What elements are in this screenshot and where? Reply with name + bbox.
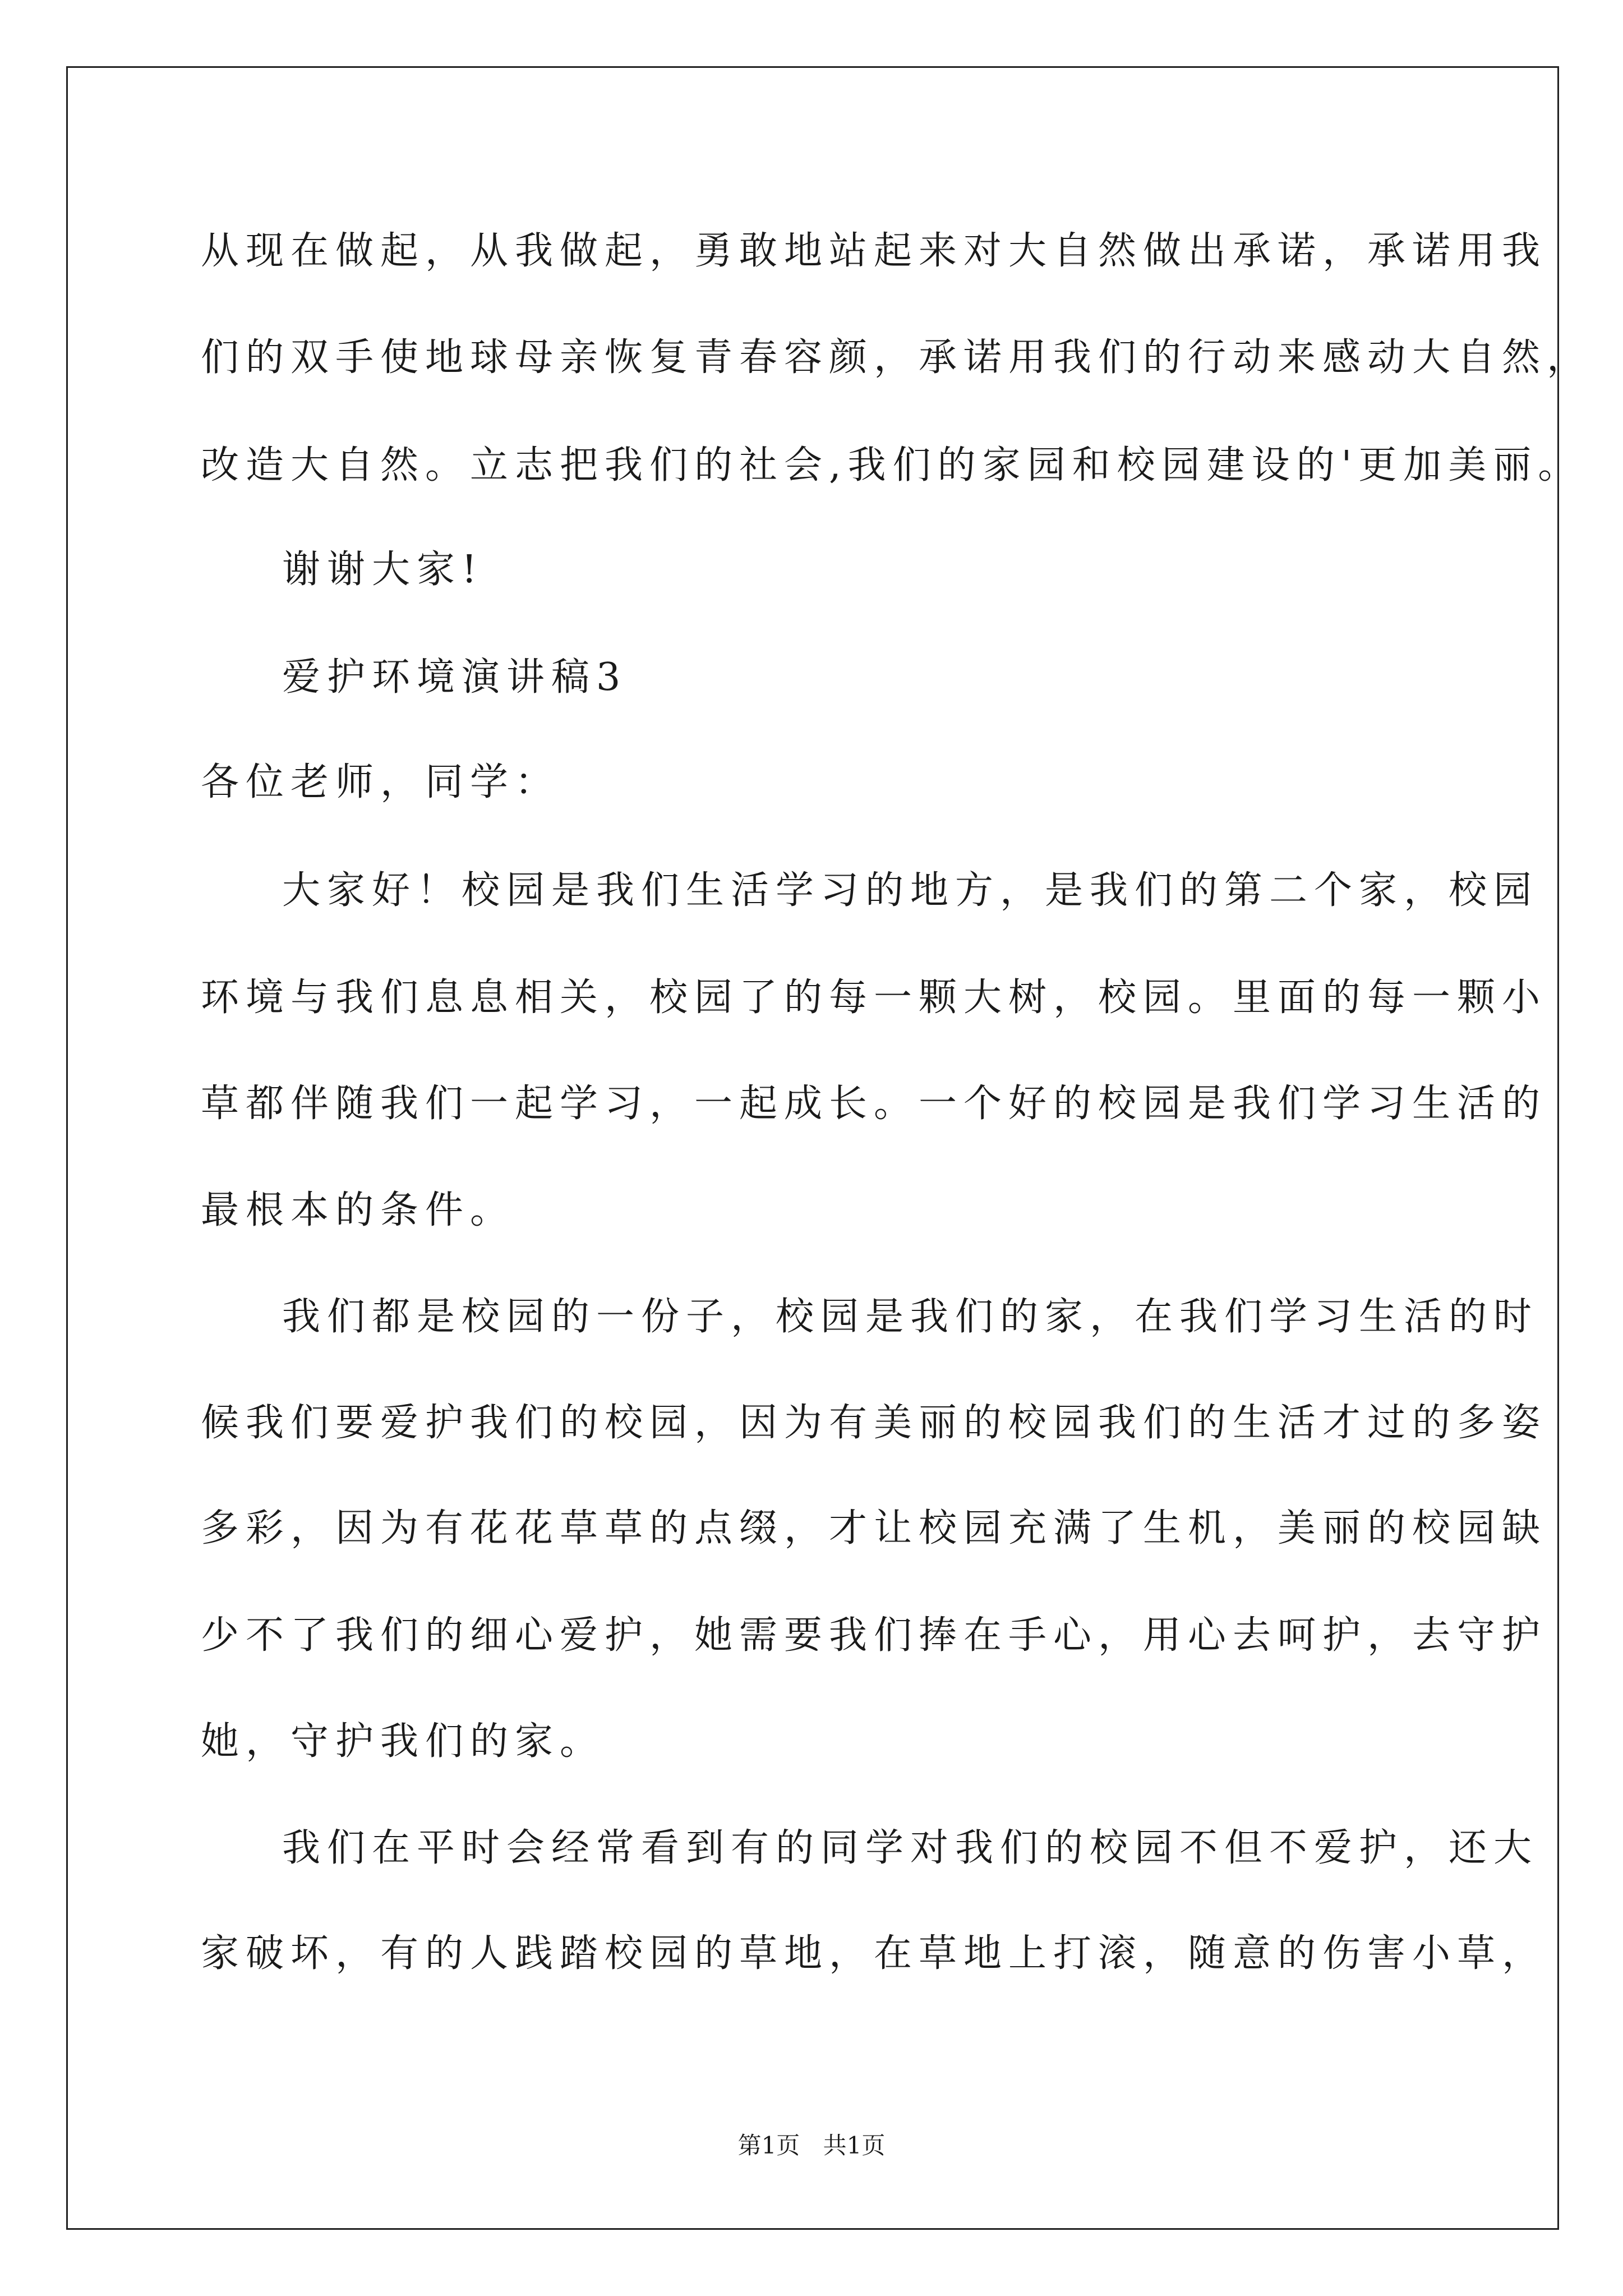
body-line: 从现在做起，从我做起，勇敢地站起来对大自然做出承诺，承诺用我	[201, 229, 1547, 273]
page-total: 共1页	[823, 2132, 886, 2159]
page-number: 第1页	[737, 2132, 800, 2159]
body-line: 多彩，因为有花花草草的点缀，才让校园充满了生机，美丽的校园缺	[201, 1506, 1547, 1550]
body-line: 环境与我们息息相关，校园了的每一颗大树，校园。里面的每一颗小	[201, 976, 1547, 1020]
section-title: 爱护环境演讲稿3	[282, 655, 628, 700]
body-line: 大家好！校园是我们生活学习的地方，是我们的第二个家，校园	[282, 868, 1539, 913]
body-line: 们的双手使地球母亲恢复青春容颜，承诺用我们的行动来感动大自然，	[201, 335, 1592, 380]
page-border	[66, 66, 1592, 2230]
closing-line: 谢谢大家!	[282, 547, 484, 592]
body-line: 最根本的条件。	[201, 1188, 515, 1232]
body-line: 改造大自然。立志把我们的社会,我们的家园和校园建设的'更加美丽。	[201, 443, 1583, 487]
page-footer	[0, 2132, 1623, 2160]
salutation: 各位老师，同学：	[201, 760, 560, 804]
body-line: 候我们要爱护我们的校园，因为有美丽的校园我们的生活才过的多姿	[201, 1401, 1547, 1445]
body-line: 草都伴随我们一起学习，一起成长。一个好的校园是我们学习生活的	[201, 1082, 1547, 1126]
body-line: 我们在平时会经常看到有的同学对我们的校园不但不爱护，还大	[282, 1826, 1539, 1870]
body-line: 我们都是校园的一份子，校园是我们的家，在我们学习生活的时	[282, 1295, 1539, 1339]
body-line: 她，守护我们的家。	[201, 1719, 605, 1764]
body-line: 少不了我们的细心爱护，她需要我们捧在手心，用心去呵护，去守护	[201, 1613, 1547, 1658]
body-line: 家破坏，有的人践踏校园的草地，在草地上打滚，随意的伤害小草，	[201, 1931, 1547, 1976]
